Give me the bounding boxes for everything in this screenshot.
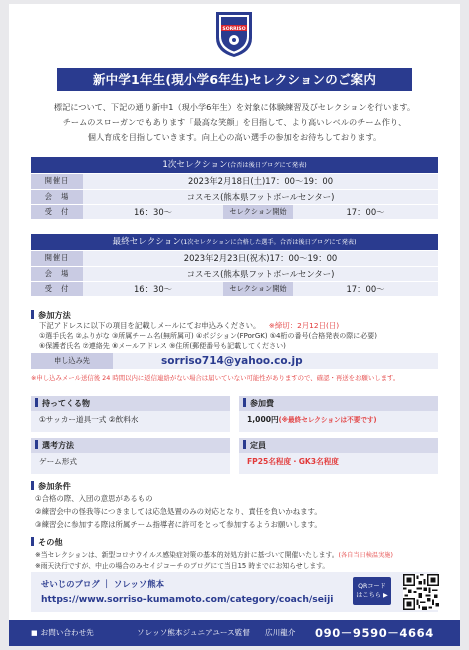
fee-heading-text: 参加費 xyxy=(250,399,274,408)
final-selection-band xyxy=(31,234,438,250)
qr-code-button[interactable] xyxy=(353,577,391,605)
reception-label: 受 付 xyxy=(31,204,83,219)
email-notice: ※申し込みメール送信後 24 時間以内に返信連絡がない場合は届いていない可能性がありますので、確認・再送をお願いします。 xyxy=(31,374,400,382)
contact-label-text: お問い合わせ先 xyxy=(40,628,94,637)
intro-line: チームのスローガンでもあります「最高な笑顔」を目指して、より高いレベルのチーム作り、 xyxy=(62,117,407,127)
fee-text xyxy=(247,414,377,426)
first-selection-band xyxy=(31,157,438,173)
intro-text xyxy=(33,100,436,145)
venue-value: コスモス(熊本県フットボールセンター) xyxy=(83,266,438,281)
reception-label: 受 付 xyxy=(31,281,83,296)
date-value: 2023年2月23日(祝木)17：00～19：00 xyxy=(83,251,438,266)
other-covid-text: ※当セレクションは、新型コロナウイルス感染症対策の基本的対処方針に基づいて開催いたします。 xyxy=(35,551,339,559)
first-selection-note: (合否は後日ブログにて発表) xyxy=(227,162,307,169)
other-line-1 xyxy=(35,550,393,562)
condition-line: ②練習会中の怪我等につきましては応急処置のみの対応となり、責任を負いかねます。 xyxy=(35,507,322,516)
venue-label: 会 場 xyxy=(31,189,83,204)
final-selection-table xyxy=(31,251,438,297)
square-icon: ■ xyxy=(31,629,38,637)
blog-url-link[interactable]: https://www.sorriso-kumamoto.com/category/coach/seiji xyxy=(41,594,334,605)
logo-text: SORRISO xyxy=(222,27,246,32)
selection-method-text: ゲーム形式 xyxy=(39,457,77,466)
condition-line: ①合格の際、入団の意思があるもの xyxy=(35,494,153,503)
final-selection-note: (1次セレクションに合格した選手。合否は後日ブログにて発表) xyxy=(180,239,357,246)
qr-button-label: QRコード xyxy=(358,583,386,590)
apply-email-link[interactable]: sorriso714@yahoo.co.jp xyxy=(161,355,303,367)
method-line-2: ①選手氏名 ②ふりがな ③所属チーム名(無所属可) ④ポジション(FPorGK) ⑤4桁の番号(合格発表の際に必要) xyxy=(39,332,377,340)
other-temperature-note: (各自当日検温実施) xyxy=(338,552,393,559)
heading-bar xyxy=(31,481,34,490)
date-value: 2023年2月18日(土)17：00～19：00 xyxy=(83,174,438,189)
other-heading-text: その他 xyxy=(38,537,63,547)
blog-title: せいじのブログ ｜ ソレッソ熊本 xyxy=(41,579,164,589)
final-selection-title: 最終セレクション xyxy=(112,237,181,247)
date-label: 開催日 xyxy=(31,251,83,266)
footer-contact xyxy=(9,620,460,646)
reception-value: 16：30～ xyxy=(83,204,223,219)
heading-bar xyxy=(243,398,246,407)
heading-bar xyxy=(243,440,246,449)
capacity-text: FP25名程度・GK3名程度 xyxy=(247,457,339,466)
start-label: セレクション開始 xyxy=(223,204,293,219)
venue-label: 会 場 xyxy=(31,266,83,281)
fee-amount: 1,000円 xyxy=(247,415,279,424)
method-heading xyxy=(31,310,71,321)
other-line-2: ※雨天決行ですが、中止の場合のみセイジコーチのブログにて当日15 時までにお知らせします。 xyxy=(35,562,330,570)
heading-bar xyxy=(35,398,38,407)
flyer-sheet xyxy=(9,4,460,646)
selection-method-heading-text: 選考方法 xyxy=(42,441,74,450)
items-heading-text: 持ってくる物 xyxy=(42,399,90,408)
intro-line: 個人育成を目指していきます。向上心の高い選手の参加をお待ちしております。 xyxy=(87,132,382,142)
table-row xyxy=(31,281,438,296)
table-row xyxy=(31,174,438,189)
contact-person: 広川龍介 xyxy=(265,628,296,637)
table-row xyxy=(31,251,438,266)
table-row xyxy=(31,204,438,219)
page-title: 新中学1年生(現小学6年生)セレクションのご案内 xyxy=(57,68,412,91)
first-selection-table xyxy=(31,174,438,220)
condition-line: ③練習会に参加する際は所属チーム指導者に許可をとって参加するようお願いします。 xyxy=(35,520,322,529)
apply-label: 申し込み先 xyxy=(31,353,113,369)
reception-value: 16：30～ xyxy=(83,281,223,296)
fee-note: (※最終セレクションは不要です) xyxy=(278,416,377,424)
method-heading-text: 参加方法 xyxy=(38,310,71,320)
table-row xyxy=(31,266,438,281)
date-label: 開催日 xyxy=(31,174,83,189)
club-logo-icon xyxy=(212,8,256,58)
blog-box xyxy=(31,572,438,612)
conditions-heading-text: 参加条件 xyxy=(38,481,71,491)
table-row xyxy=(31,189,438,204)
conditions-heading xyxy=(31,481,71,492)
capacity-heading xyxy=(239,438,438,453)
start-value: 17：00～ xyxy=(293,281,438,296)
other-heading xyxy=(31,537,63,548)
items-text: ①サッカー道具一式 ②飲料水 xyxy=(39,415,139,424)
qr-button-label: はこちら ▶ xyxy=(356,592,388,599)
method-instructions: 下記アドレスに以下の項目を記載しメールにてお申込みください。 xyxy=(39,321,261,330)
start-label: セレクション開始 xyxy=(223,281,293,296)
capacity-heading-text: 定員 xyxy=(250,441,266,450)
heading-bar xyxy=(31,310,34,319)
qr-code-icon[interactable] xyxy=(403,574,439,610)
start-value: 17：00～ xyxy=(293,204,438,219)
contact-org: ソレッソ熊本ジュニアユース監督 xyxy=(137,628,250,637)
first-selection-title: 1次セレクション xyxy=(162,160,228,170)
method-line-3: ⑥保護者氏名 ⑦連絡先 ⑧メールアドレス ⑨住所(郵便番号も記載してください) xyxy=(39,342,286,350)
venue-value: コスモス(熊本県フットボールセンター) xyxy=(83,189,438,204)
heading-bar xyxy=(35,440,38,449)
heading-bar xyxy=(31,537,34,546)
contact-label xyxy=(31,620,94,646)
contact-phone[interactable]: 090－9590－4664 xyxy=(315,626,434,640)
intro-line: 標記について、下記の通り新中1（現小学6年生）を対象に体験練習及びセレクションを行います。 xyxy=(53,102,416,112)
selection-method-heading xyxy=(31,438,230,453)
items-heading xyxy=(31,396,230,411)
fee-heading xyxy=(239,396,438,411)
apply-row xyxy=(31,353,438,369)
deadline-text: ※締切：2月12日(日) xyxy=(268,321,340,330)
method-line-1 xyxy=(39,321,339,332)
